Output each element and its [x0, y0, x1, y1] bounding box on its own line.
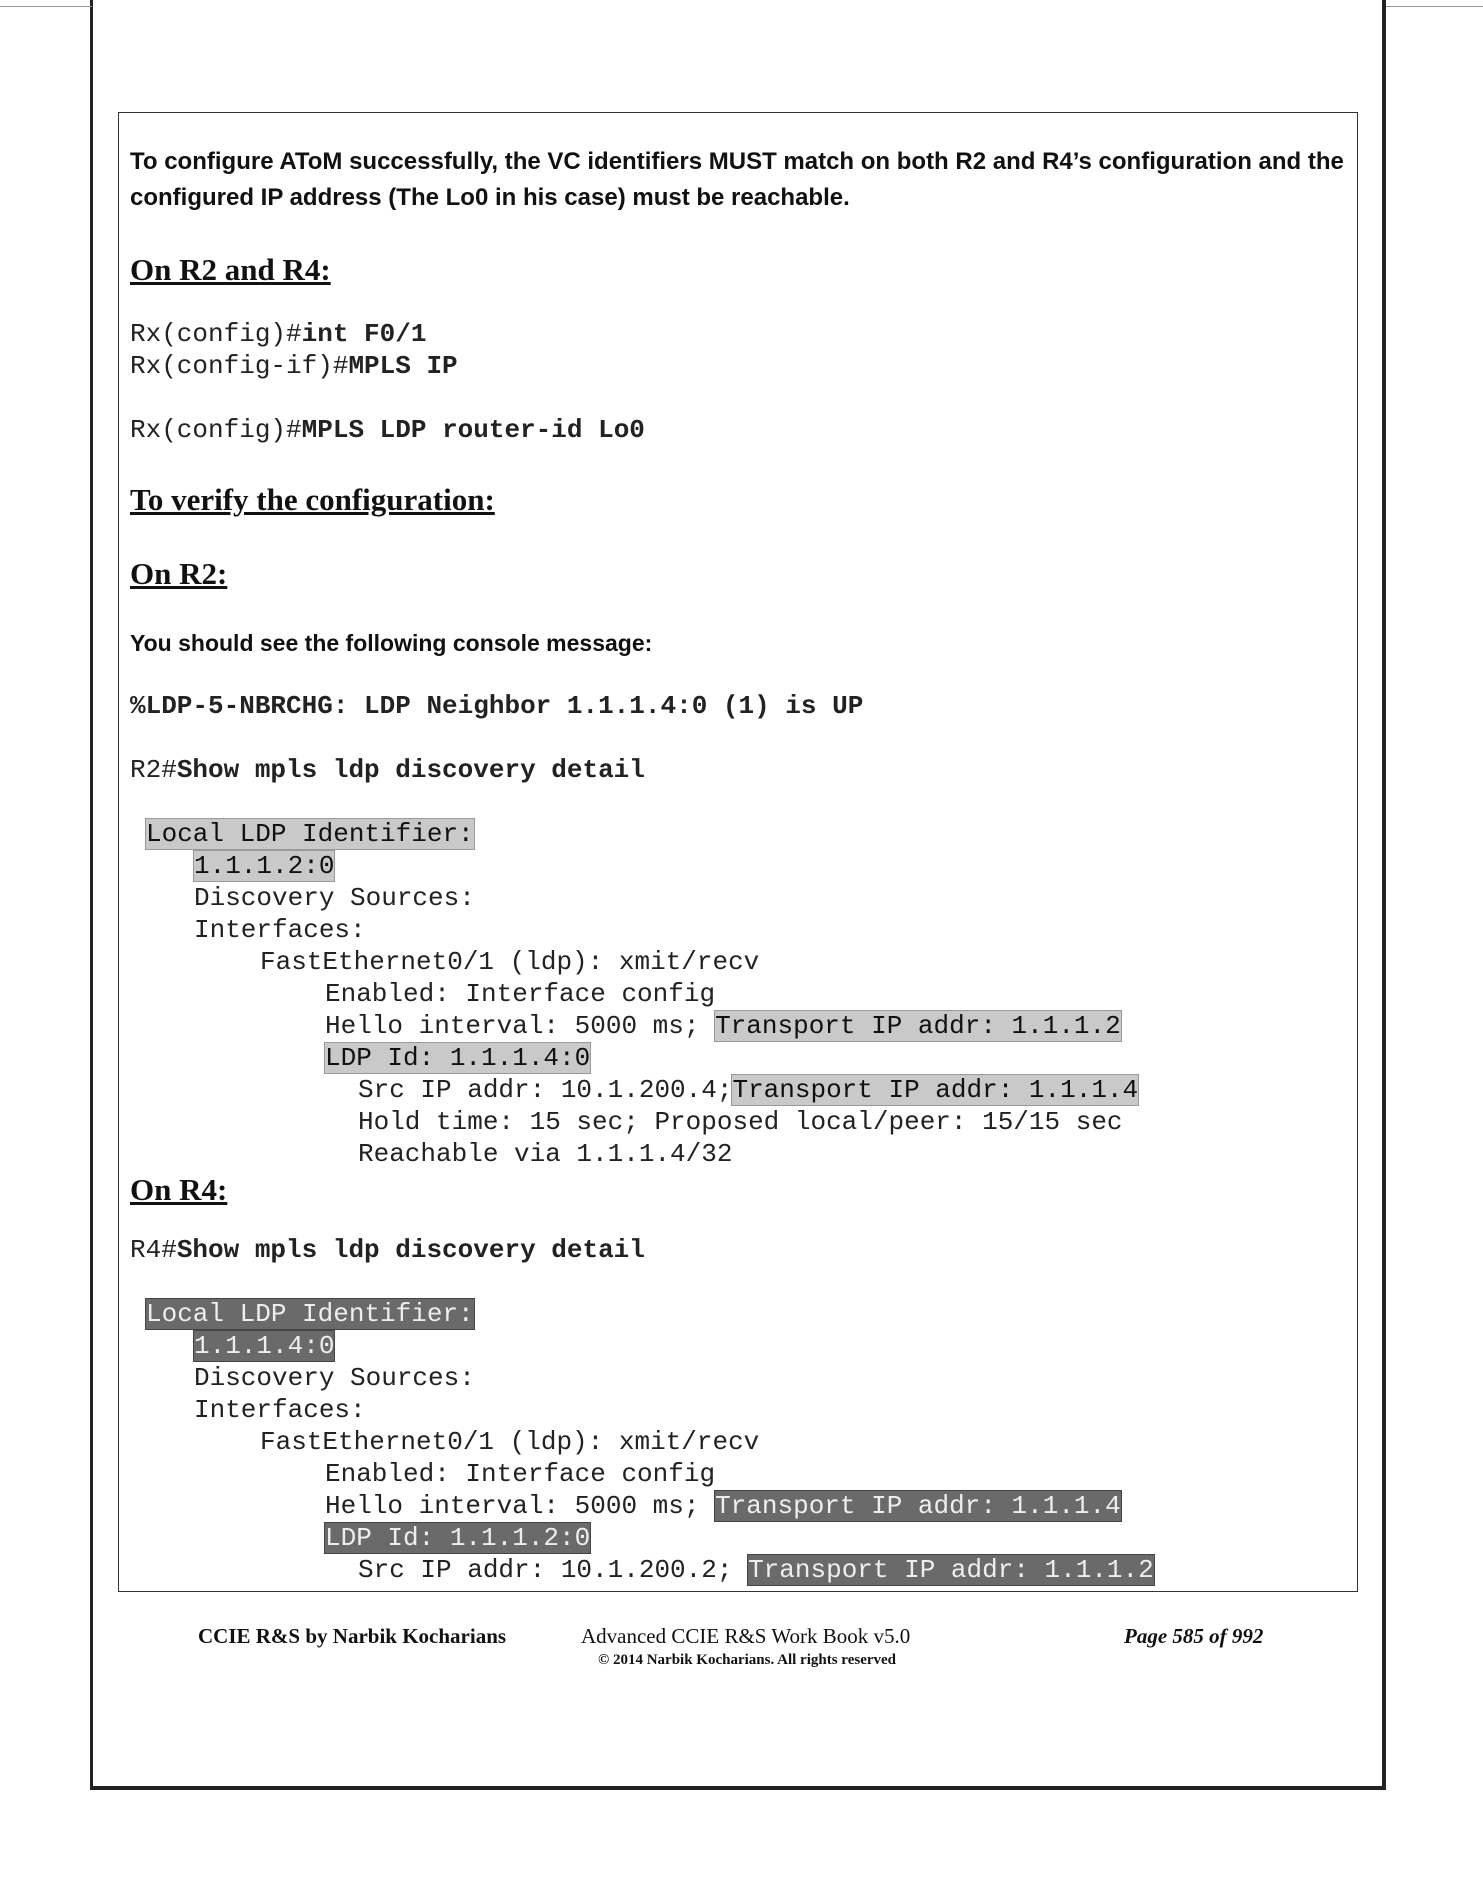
r2-output-line: [194, 850, 334, 882]
r2-reachable: Reachable via 1.1.1.4/32: [358, 1139, 733, 1169]
r4-output: [146, 1298, 474, 1330]
r4-interfaces: Interfaces:: [194, 1395, 366, 1425]
r4-output-line: [194, 1330, 334, 1362]
heading-on-r2: On R2:: [130, 556, 228, 591]
r2-ldp-id-line: [325, 1042, 590, 1074]
r4-iface: FastEthernet0/1 (ldp): xmit/recv: [260, 1427, 760, 1457]
r4-local-id-label: Local LDP Identifier:: [146, 1299, 474, 1329]
config-line-2: Rx(config-if)#MPLS IP: [130, 351, 458, 381]
r2-ldp-id: LDP Id: 1.1.1.4:0: [325, 1043, 591, 1073]
r2-src-line: Src IP addr: 10.1.200.4;Transport IP addr: 1.1.1.4: [358, 1075, 1139, 1105]
r4-local-id: 1.1.1.4:0: [194, 1331, 335, 1361]
r4-transport-local: Transport IP addr: 1.1.1.4: [715, 1491, 1121, 1521]
r2-local-id-label: Local LDP Identifier:: [146, 819, 474, 849]
footer-author: CCIE R&S by Narbik Kocharians: [198, 1624, 507, 1648]
footer-page-number: Page 585 of 992: [1124, 1624, 1264, 1648]
r2-hold: Hold time: 15 sec; Proposed local/peer: 15/15 sec: [358, 1107, 1123, 1137]
intro-line-2: configured IP address (The Lo0 in his case) must be reachable.: [130, 184, 850, 211]
r4-src-line: Src IP addr: 10.1.200.2; Transport IP addr: 1.1.1.2: [358, 1555, 1154, 1585]
r2-command-line: R2#Show mpls ldp discovery detail: [130, 755, 645, 785]
scan-edge-line-right: [1386, 6, 1483, 7]
r4-command-line: R4#Show mpls ldp discovery detail: [130, 1235, 645, 1265]
scan-edge-line: [0, 6, 92, 7]
heading-on-r2-and-r4: On R2 and R4:: [130, 252, 331, 287]
r2-output: [146, 818, 474, 850]
r4-ldp-id: LDP Id: 1.1.1.2:0: [325, 1523, 591, 1553]
footer-book: Advanced CCIE R&S Work Book v5.0: [581, 1624, 911, 1648]
footer-copyright: © 2014 Narbik Kocharians. All rights reserved: [598, 1652, 897, 1668]
r2-discovery-sources: Discovery Sources:: [194, 883, 475, 913]
r2-interfaces: Interfaces:: [194, 915, 366, 945]
console-note: You should see the following console message:: [130, 630, 653, 656]
r4-hello-line: Hello interval: 5000 ms; Transport IP addr: 1.1.1.4: [325, 1491, 1121, 1521]
intro-line-1: To configure AToM successfully, the VC identifiers MUST match on both R2 and R4’s configuration and the: [130, 148, 1344, 175]
r4-enabled: Enabled: Interface config: [325, 1459, 716, 1489]
config-line-3: Rx(config)#MPLS LDP router-id Lo0: [130, 415, 645, 445]
heading-verify: To verify the configuration:: [130, 482, 495, 517]
heading-on-r4: On R4:: [130, 1172, 228, 1207]
r4-ldp-id-line: [325, 1522, 590, 1554]
r2-local-id: 1.1.1.2:0: [194, 851, 335, 881]
r2-transport-peer: Transport IP addr: 1.1.1.4: [732, 1075, 1139, 1105]
r4-discovery-sources: Discovery Sources:: [194, 1363, 475, 1393]
r2-enabled: Enabled: Interface config: [325, 979, 716, 1009]
r2-iface: FastEthernet0/1 (ldp): xmit/recv: [260, 947, 760, 977]
config-line-1: Rx(config)#int F0/1: [130, 319, 427, 349]
r2-transport-local: Transport IP addr: 1.1.1.2: [715, 1011, 1121, 1041]
r2-hello-line: Hello interval: 5000 ms; Transport IP addr: 1.1.1.2: [325, 1011, 1121, 1041]
r4-transport-peer: Transport IP addr: 1.1.1.2: [748, 1555, 1154, 1585]
console-message: %LDP-5-NBRCHG: LDP Neighbor 1.1.1.4:0 (1) is UP: [130, 691, 864, 721]
